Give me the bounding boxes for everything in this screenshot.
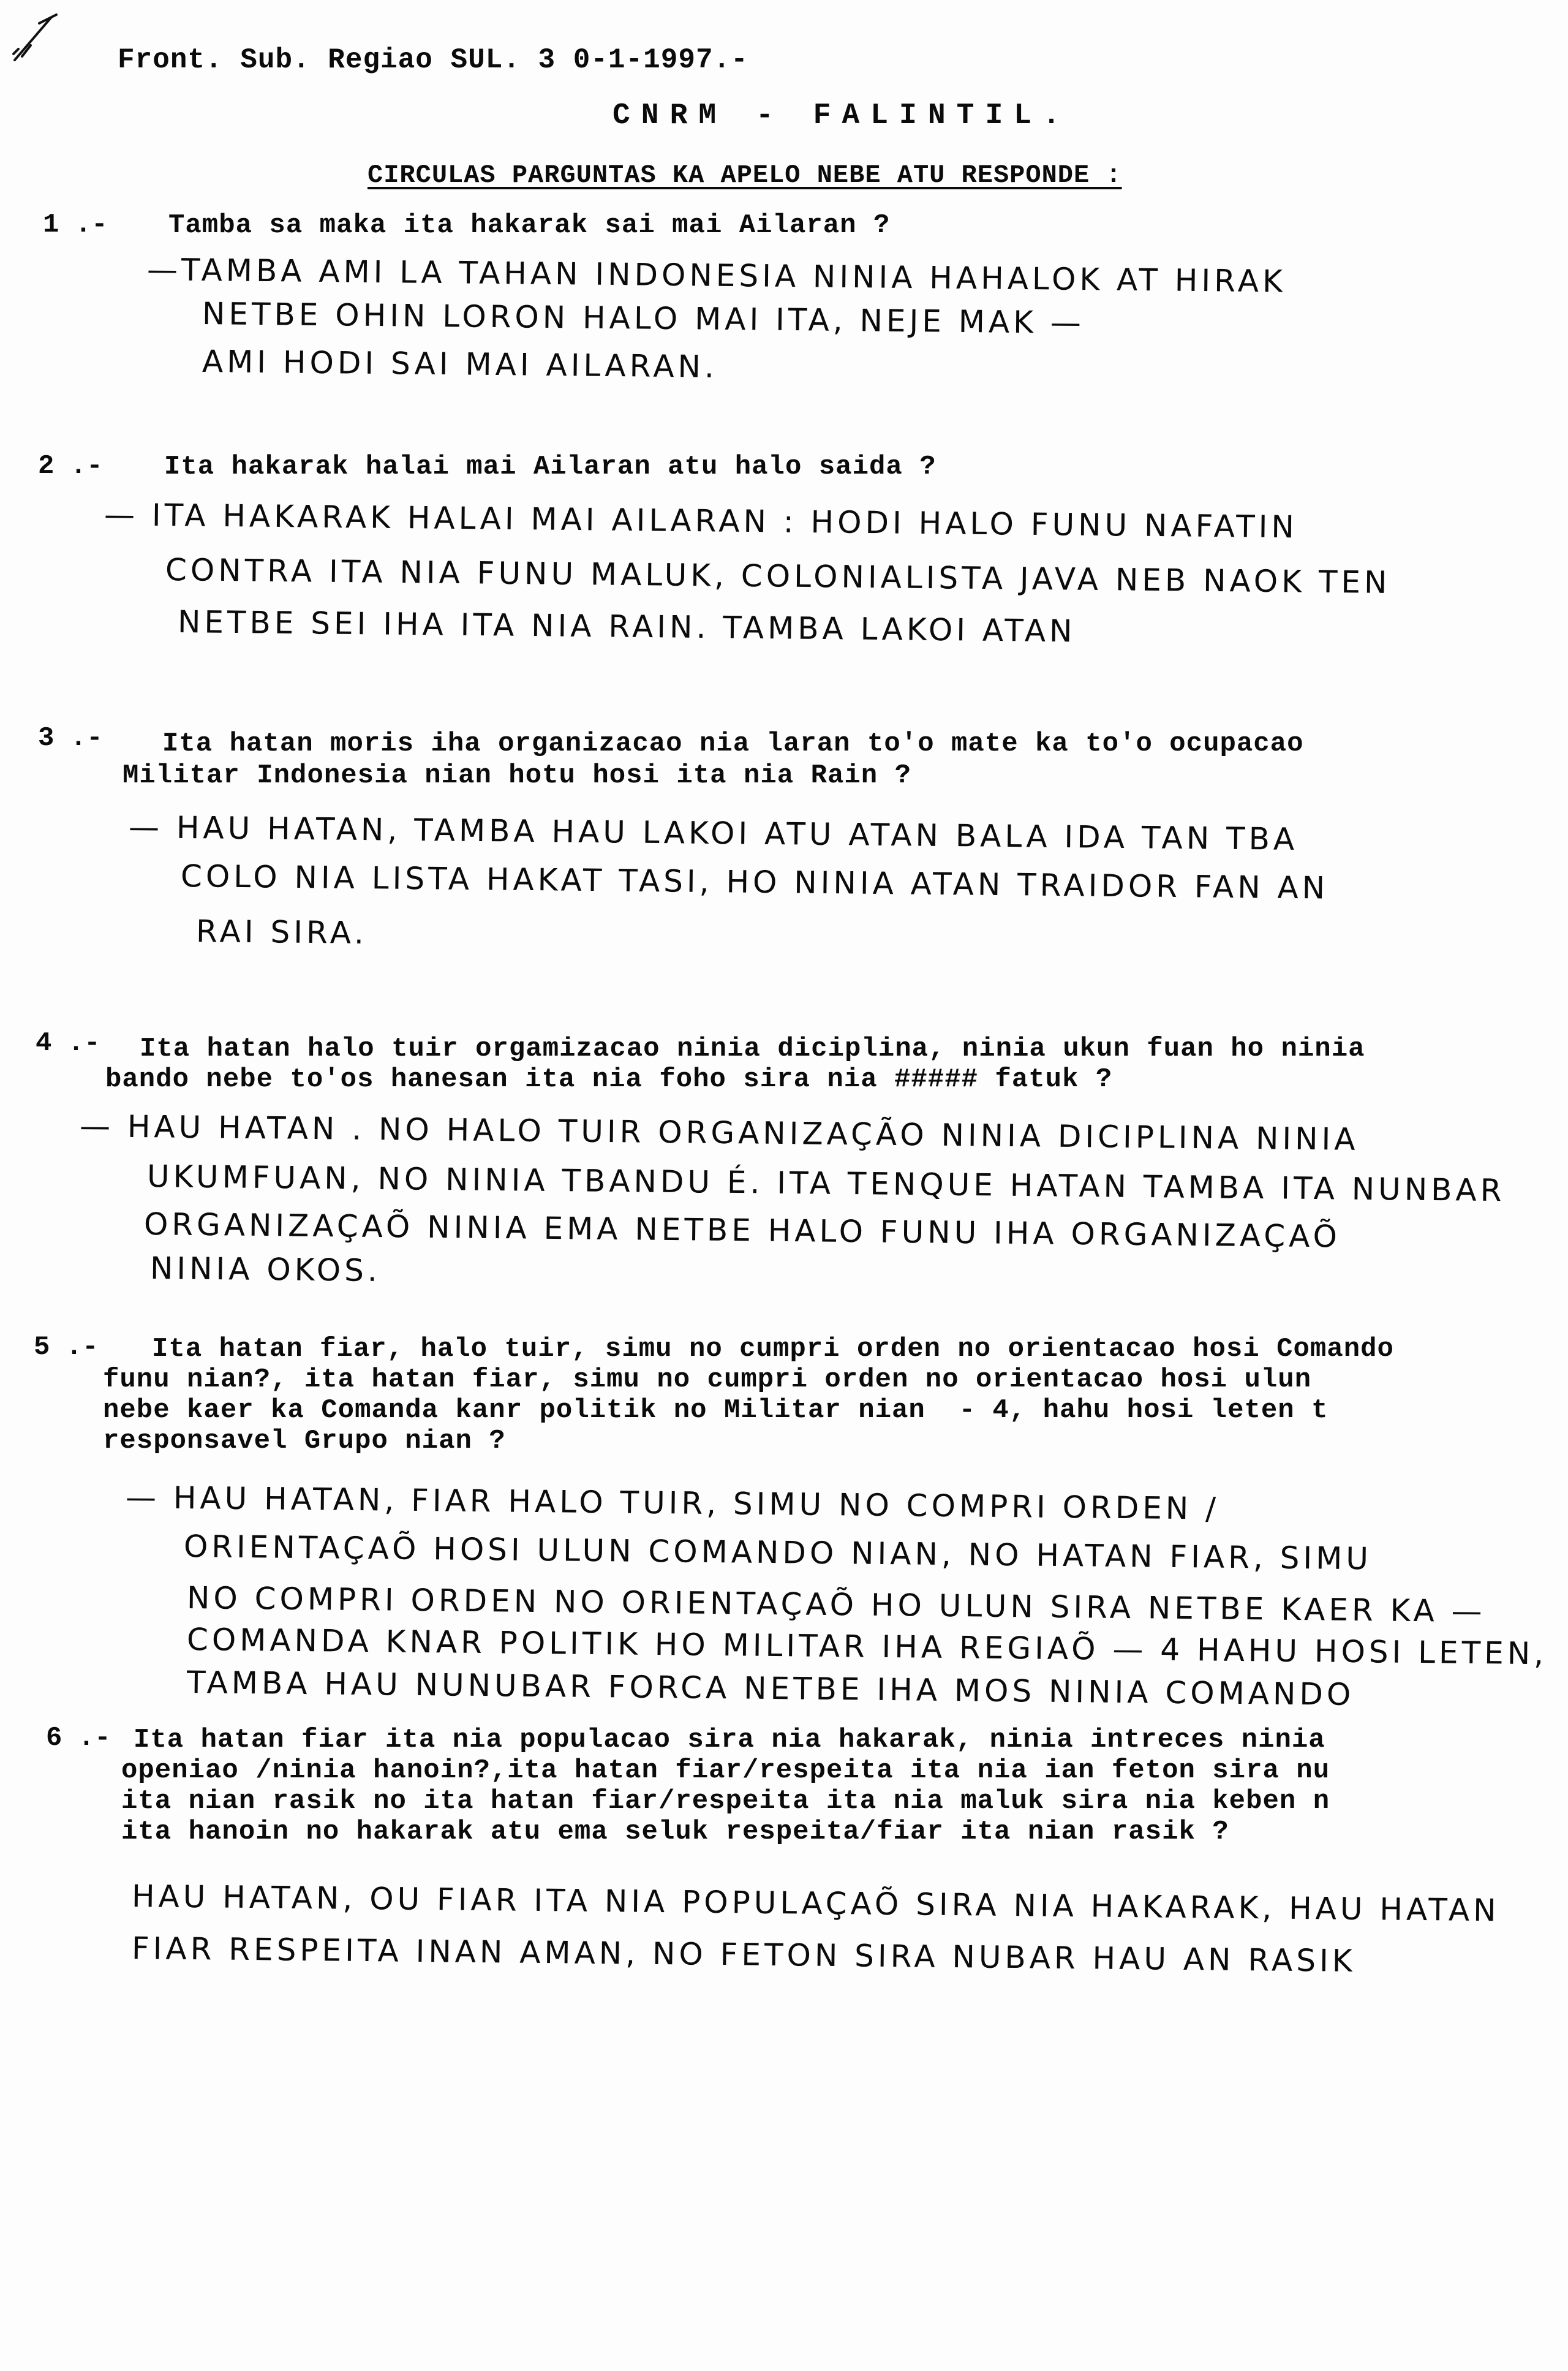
question-text: funu nian?, ita hatan fiar, simu no cumpri orden no orientacao hosi ulun [103, 1364, 1312, 1395]
handwritten-answer: NETBE OHIN LORON HALO MAI ITA, NEJE MAK — [202, 296, 1085, 341]
handwritten-answer: RAI SIRA. [195, 913, 368, 951]
question-text: bando nebe to'os hanesan ita nia foho sira nia ##### fatuk ? [105, 1064, 1113, 1095]
question-text: nebe kaer ka Comanda kanr politik no Militar nian - 4, hahu hosi leten t [103, 1395, 1329, 1426]
question-text: responsavel Grupo nian ? [103, 1426, 506, 1456]
question-text: Ita hakarak halai mai Ailaran atu halo saida ? [164, 452, 937, 482]
document-title: CIRCULAS PARGUNTAS KA APELO NEBE ATU RESPONDE : [368, 161, 1122, 190]
question-text: ita nian rasik no ita hatan fiar/respeita ita nia maluk sira nia keben n [121, 1786, 1330, 1817]
question-text: Ita hatan halo tuir orgamizacao ninia diciplina, ninia ukun fuan ho ninia [140, 1034, 1365, 1064]
question-number: 1 .- [43, 210, 108, 240]
organization-heading: CNRM - FALINTIL. [612, 99, 1071, 132]
handwritten-answer: HAU HATAN, OU FIAR ITA NIA POPULAÇAÕ SIRA NIA HAKARAK, HAU HATAN [131, 1878, 1500, 1929]
handwritten-answer: COLO NIA LISTA HAKAT TASI, HO NINIA ATAN TRAIDOR FAN AN [180, 858, 1329, 906]
handwritten-answer: — HAU HATAN, TAMBA HAU LAKOI ATU ATAN BALA IDA TAN TBA [128, 809, 1298, 857]
handwritten-answer: NETBE SEI IHA ITA NIA RAIN. TAMBA LAKOI ATAN [177, 604, 1076, 649]
handwritten-answer: NINIA OKOS. [149, 1250, 382, 1288]
question-text: Ita hatan fiar, halo tuir, simu no cumpri orden no orientacao hosi Comando [152, 1334, 1394, 1364]
question-number: 4 .- [36, 1028, 100, 1059]
handwritten-answer: COMANDA KNAR POLITIK HO MILITAR IHA REGIAÕ — 4 HAHU HOSI LETEN, [186, 1622, 1548, 1672]
handwritten-answer: ORIENTAÇAÕ HOSI ULUN COMANDO NIAN, NO HATAN FIAR, SIMU [183, 1529, 1373, 1577]
handwritten-answer: ORGANIZAÇAÕ NINIA EMA NETBE HALO FUNU IHA ORGANIZAÇAÕ [143, 1206, 1341, 1255]
handwritten-answer: TAMBA HAU NUNUBAR FORCA NETBE IHA MOS NINIA COMANDO [186, 1665, 1355, 1712]
question-text: Ita hatan moris iha organizacao nia laran to'o mate ka to'o ocupacao [162, 728, 1304, 759]
handwritten-answer: UKUMFUAN, NO NINIA TBANDU É. ITA TENQUE HATAN TAMBA ITA NUNBAR [146, 1159, 1506, 1209]
question-number: 3 .- [38, 723, 103, 754]
question-text: Ita hatan fiar ita nia populacao sira nia hakarak, ninia intreces ninia [134, 1725, 1325, 1755]
header-location-date: Front. Sub. Regiao SUL. 3 0-1-1997.- [118, 44, 748, 76]
handwritten-answer: —TAMBA AMI LA TAHAN INDONESIA NINIA HAHALOK AT HIRAK [146, 252, 1287, 300]
question-number: 6 .- [46, 1723, 111, 1753]
handwritten-answer: AMI HODI SAI MAI AILARAN. [202, 344, 718, 385]
question-text: openiao /ninia hanoin?,ita hatan fiar/respeita ita nia ian feton sira nu [121, 1755, 1330, 1786]
handwritten-answer: — HAU HATAN, FIAR HALO TUIR, SIMU NO COMPRI ORDEN / [125, 1480, 1220, 1527]
handwritten-answer: FIAR RESPEITA INAN AMAN, NO FETON SIRA NUBAR HAU AN RASIK [131, 1930, 1356, 1979]
handwritten-answer: — ITA HAKARAK HALAI MAI AILARAN : HODI HALO FUNU NAFATIN [104, 497, 1298, 545]
question-text: Tamba sa maka ita hakarak sai mai Ailaran ? [168, 210, 891, 241]
handwritten-answer: — HAU HATAN . NO HALO TUIR ORGANIZAÇÃO NINIA DICIPLINA NINIA [79, 1108, 1359, 1157]
pen-mark-icon [9, 11, 64, 69]
question-text: ita hanoin no hakarak atu ema seluk respeita/fiar ita nian rasik ? [121, 1817, 1229, 1847]
handwritten-answer: NO COMPRI ORDEN NO ORIENTAÇAÕ HO ULUN SIRA NETBE KAER KA — [186, 1580, 1486, 1630]
question-number: 2 .- [38, 451, 103, 482]
question-number: 5 .- [34, 1332, 99, 1363]
handwritten-answer: CONTRA ITA NIA FUNU MALUK, COLONIALISTA JAVA NEB NAOK TEN [165, 552, 1391, 600]
question-text: Militar Indonesia nian hotu hosi ita nia Rain ? [123, 760, 912, 791]
